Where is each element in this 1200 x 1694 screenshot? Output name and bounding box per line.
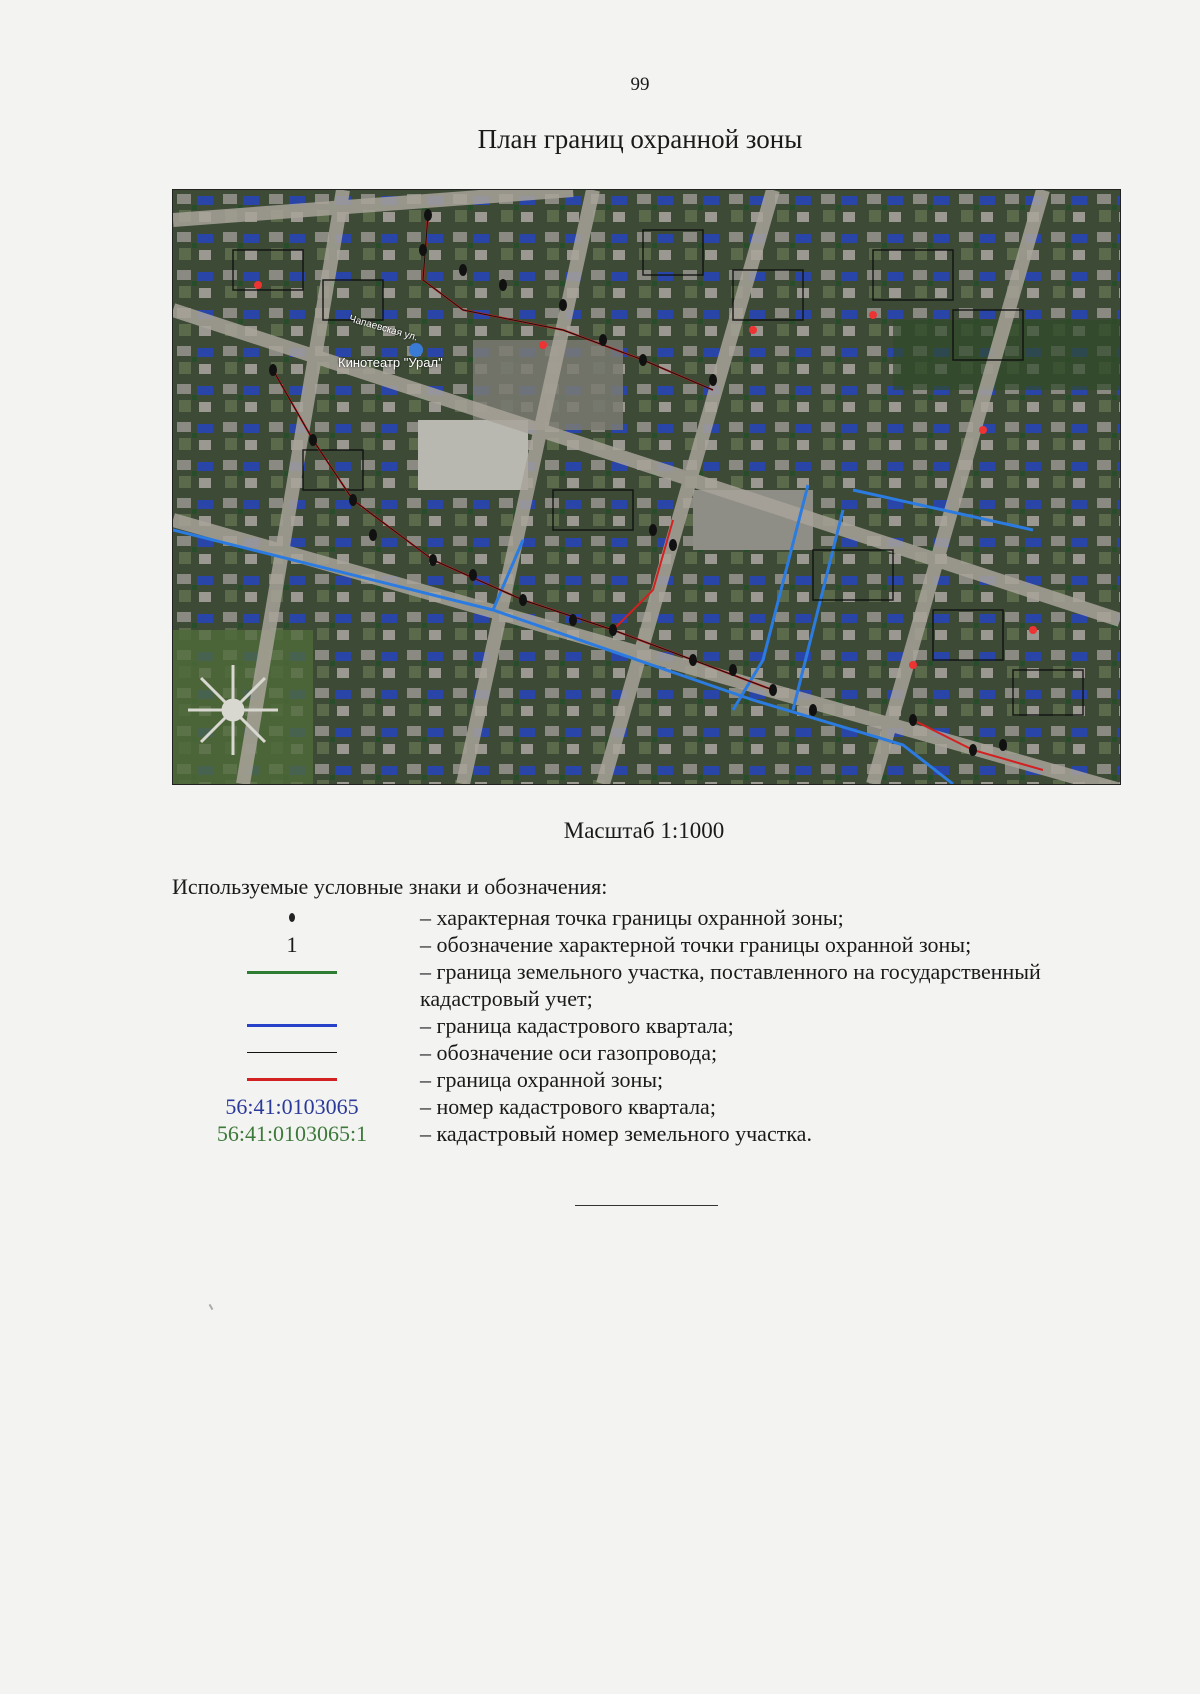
point-marker-icon	[289, 913, 295, 922]
legend-heading: Используемые условные знаки и обозначения:	[172, 874, 608, 899]
page-number: 99	[630, 74, 650, 95]
legend	[172, 904, 1132, 1147]
legend-item-protection-zone-boundary: – граница охранной зоны;	[172, 1066, 1132, 1093]
legend-item-cadastral-quarter-boundary: – граница кадастрового квартала;	[172, 1012, 1132, 1039]
legend-item-land-plot-boundary: – граница земельного участка, поставленного на государственный кадастровый учет;	[172, 958, 1132, 1012]
legend-item-point-designation: 1 – обозначение характерной точки границы охранной зоны;	[286, 932, 972, 957]
red-line-icon	[247, 1078, 337, 1081]
legend-item-cadastral-number: 56:41:0103065:1 – кадастровый номер земельного участка.	[216, 1121, 812, 1146]
legend-item-quarter-number: 56:41:0103065 – номер кадастрового квартала;	[225, 1094, 716, 1119]
poi-label: Кинотеатр "Урал"	[338, 355, 443, 370]
document-title: План границ охранной зоны	[477, 124, 803, 154]
legend-item-characteristic-point: – характерная точка границы охранной зоны;	[172, 904, 1132, 931]
scan-mark	[209, 1304, 214, 1310]
black-line-icon	[247, 1052, 337, 1053]
blue-line-icon	[247, 1024, 337, 1027]
closing-rule	[575, 1205, 718, 1206]
map-scale: Масштаб 1:1000	[563, 818, 725, 843]
protection-zone-map[interactable]	[172, 189, 1121, 785]
satellite-map-image	[173, 190, 1120, 784]
green-line-icon	[247, 971, 337, 974]
legend-item-gas-pipeline-axis: – обозначение оси газопровода;	[172, 1039, 1132, 1066]
street-label: Чапаевская ул.	[347, 313, 419, 344]
